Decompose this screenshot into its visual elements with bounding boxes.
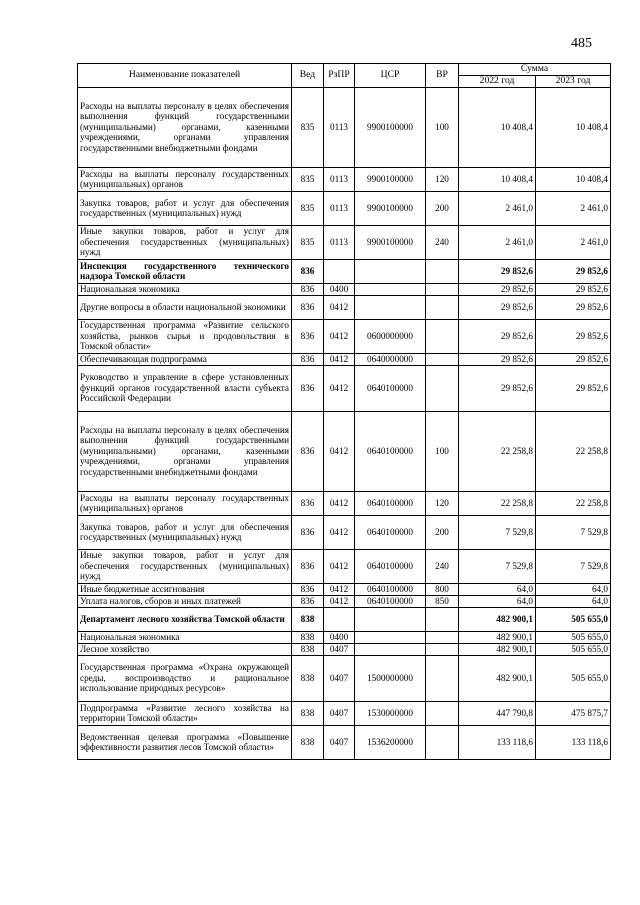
cell-2022: 29 852,6: [459, 353, 536, 365]
table-row: [78, 701, 611, 725]
cell-ved: 835: [292, 225, 324, 259]
cell-rzpr: 0400: [324, 283, 355, 295]
cell-2022: 10 408,4: [459, 167, 536, 191]
cell-2023: 29 852,6: [536, 353, 611, 365]
cell-2022: 29 852,6: [459, 365, 536, 411]
table-row: [78, 655, 611, 701]
cell-rzpr: 0412: [324, 583, 355, 595]
cell-2022: 482 900,1: [459, 643, 536, 655]
cell-2023: 22 258,8: [536, 411, 611, 491]
cell-vr: 200: [426, 191, 459, 225]
cell-name: Ведомственная целевая программа «Повышение эффективности развития лесов Томской области»: [78, 725, 292, 759]
cell-ved: 838: [292, 701, 324, 725]
table-row: [78, 353, 611, 365]
table-row: [78, 167, 611, 191]
cell-2023: 29 852,6: [536, 319, 611, 353]
table-row: [78, 225, 611, 259]
table-body: [78, 87, 611, 759]
cell-name: Подпрограмма «Развитие лесного хозяйства на территории Томской области»: [78, 701, 292, 725]
cell-name: Расходы на выплаты персоналу государственных (муниципальных) органов: [78, 167, 292, 191]
cell-ved: 836: [292, 365, 324, 411]
cell-csr: 0640100000: [355, 515, 426, 549]
table-row: [78, 549, 611, 583]
cell-name: Закупка товаров, работ и услуг для обеспечения государственных (муниципальных) нужд: [78, 515, 292, 549]
page-number: 485: [571, 36, 592, 51]
cell-2022: 7 529,8: [459, 549, 536, 583]
cell-ved: 836: [292, 515, 324, 549]
cell-ved: 836: [292, 549, 324, 583]
cell-ved: 836: [292, 319, 324, 353]
cell-csr: 9900100000: [355, 167, 426, 191]
cell-name: Расходы на выплаты персоналу государственных (муниципальных) органов: [78, 491, 292, 515]
cell-vr: [426, 295, 459, 319]
cell-ved: 835: [292, 87, 324, 167]
table-row: [78, 631, 611, 643]
cell-csr: 9900100000: [355, 225, 426, 259]
cell-2023: 29 852,6: [536, 283, 611, 295]
cell-csr: 0640000000: [355, 353, 426, 365]
cell-name: Другие вопросы в области национальной экономики: [78, 295, 292, 319]
cell-rzpr: 0412: [324, 549, 355, 583]
cell-rzpr: [324, 259, 355, 283]
cell-2023: 64,0: [536, 595, 611, 607]
cell-csr: 0640100000: [355, 411, 426, 491]
cell-name: Закупка товаров, работ и услуг для обеспечения государственных (муниципальных) нужд: [78, 191, 292, 225]
cell-csr: 0640100000: [355, 491, 426, 515]
header-rzpr: РзПР: [324, 64, 355, 88]
cell-ved: 838: [292, 725, 324, 759]
table-row: [78, 583, 611, 595]
cell-name: Расходы на выплаты персоналу в целях обеспечения выполнения функций государственными (муниципальными) органами, казенными учреждениями, органами управления государственными внебюджетными фондами: [78, 411, 292, 491]
cell-vr: [426, 353, 459, 365]
cell-vr: [426, 607, 459, 631]
cell-ved: 838: [292, 631, 324, 643]
cell-csr: 1536200000: [355, 725, 426, 759]
cell-rzpr: 0407: [324, 655, 355, 701]
cell-rzpr: 0412: [324, 319, 355, 353]
cell-vr: 120: [426, 167, 459, 191]
cell-csr: 1500000000: [355, 655, 426, 701]
cell-ved: 836: [292, 259, 324, 283]
cell-2022: 29 852,6: [459, 259, 536, 283]
cell-ved: 838: [292, 643, 324, 655]
budget-table: [77, 63, 611, 760]
cell-2023: 10 408,4: [536, 87, 611, 167]
cell-rzpr: 0113: [324, 167, 355, 191]
cell-rzpr: 0412: [324, 295, 355, 319]
cell-2022: 482 900,1: [459, 631, 536, 643]
cell-rzpr: 0113: [324, 225, 355, 259]
cell-2023: 2 461,0: [536, 191, 611, 225]
cell-ved: 836: [292, 353, 324, 365]
cell-csr: [355, 631, 426, 643]
cell-2022: 482 900,1: [459, 607, 536, 631]
cell-2022: 64,0: [459, 583, 536, 595]
cell-csr: 0640100000: [355, 549, 426, 583]
cell-csr: 9900100000: [355, 87, 426, 167]
header-sum: Сумма: [459, 64, 611, 76]
cell-2023: 22 258,8: [536, 491, 611, 515]
cell-2022: 2 461,0: [459, 225, 536, 259]
cell-2022: 22 258,8: [459, 491, 536, 515]
cell-vr: [426, 259, 459, 283]
cell-2022: 133 118,6: [459, 725, 536, 759]
cell-ved: 838: [292, 655, 324, 701]
cell-vr: 240: [426, 549, 459, 583]
cell-2023: 29 852,6: [536, 295, 611, 319]
cell-vr: [426, 631, 459, 643]
cell-rzpr: 0412: [324, 515, 355, 549]
cell-vr: 100: [426, 87, 459, 167]
table-row: [78, 725, 611, 759]
cell-2022: 7 529,8: [459, 515, 536, 549]
table-row: [78, 491, 611, 515]
header-csr: ЦСР: [355, 64, 426, 88]
cell-vr: 120: [426, 491, 459, 515]
cell-vr: 200: [426, 515, 459, 549]
cell-vr: 240: [426, 225, 459, 259]
cell-ved: 836: [292, 283, 324, 295]
cell-rzpr: 0412: [324, 353, 355, 365]
cell-csr: 0640100000: [355, 583, 426, 595]
cell-csr: 0600000000: [355, 319, 426, 353]
cell-vr: 800: [426, 583, 459, 595]
table-row: [78, 365, 611, 411]
cell-2022: 2 461,0: [459, 191, 536, 225]
cell-2022: 29 852,6: [459, 283, 536, 295]
cell-ved: 836: [292, 295, 324, 319]
cell-name: Расходы на выплаты персоналу в целях обеспечения выполнения функций государственными (муниципальными) органами, казенными учреждениями, органами управления государственными внебюджетными фондами: [78, 87, 292, 167]
cell-csr: [355, 295, 426, 319]
cell-rzpr: 0407: [324, 725, 355, 759]
cell-name: Национальная экономика: [78, 631, 292, 643]
cell-name: Государственная программа «Развитие сельского хозяйства, рынков сырья и продовольствия в Томской области»: [78, 319, 292, 353]
table-row: [78, 295, 611, 319]
cell-name: Лесное хозяйство: [78, 643, 292, 655]
cell-name: Иные закупки товаров, работ и услуг для обеспечения государственных (муниципальных) нужд: [78, 549, 292, 583]
cell-name: Департамент лесного хозяйства Томской области: [78, 607, 292, 631]
cell-2023: 505 655,0: [536, 655, 611, 701]
cell-vr: [426, 701, 459, 725]
cell-name: Инспекция государственного технического надзора Томской области: [78, 259, 292, 283]
table-row: [78, 595, 611, 607]
cell-2022: 447 790,8: [459, 701, 536, 725]
cell-ved: 835: [292, 191, 324, 225]
cell-rzpr: 0113: [324, 87, 355, 167]
cell-ved: 838: [292, 607, 324, 631]
table-row: [78, 283, 611, 295]
cell-2023: 7 529,8: [536, 549, 611, 583]
header-year-2023: 2023 год: [536, 76, 611, 88]
cell-2022: 10 408,4: [459, 87, 536, 167]
header-row: [78, 64, 611, 76]
header-name: Наименование показателей: [78, 64, 292, 88]
cell-2023: 505 655,0: [536, 643, 611, 655]
cell-csr: 1530000000: [355, 701, 426, 725]
table-row: [78, 643, 611, 655]
table-row: [78, 259, 611, 283]
cell-rzpr: 0113: [324, 191, 355, 225]
cell-vr: 100: [426, 411, 459, 491]
table-row: [78, 319, 611, 353]
cell-ved: 836: [292, 491, 324, 515]
table-row: [78, 607, 611, 631]
table-row: [78, 87, 611, 167]
cell-2023: 475 875,7: [536, 701, 611, 725]
cell-2022: 64,0: [459, 595, 536, 607]
cell-csr: [355, 259, 426, 283]
cell-name: Обеспечивающая подпрограмма: [78, 353, 292, 365]
cell-rzpr: 0412: [324, 595, 355, 607]
cell-rzpr: 0407: [324, 701, 355, 725]
cell-csr: 0640100000: [355, 365, 426, 411]
cell-2023: 10 408,4: [536, 167, 611, 191]
cell-csr: [355, 607, 426, 631]
cell-rzpr: [324, 607, 355, 631]
cell-vr: [426, 365, 459, 411]
cell-vr: [426, 655, 459, 701]
cell-2023: 133 118,6: [536, 725, 611, 759]
cell-vr: [426, 319, 459, 353]
cell-rzpr: 0407: [324, 643, 355, 655]
cell-ved: 836: [292, 411, 324, 491]
cell-ved: 836: [292, 595, 324, 607]
header-ved: Вед: [292, 64, 324, 88]
cell-vr: [426, 643, 459, 655]
cell-name: Руководство и управление в сфере установленных функций органов государственной власти субъекта Российской Федерации: [78, 365, 292, 411]
cell-rzpr: 0412: [324, 491, 355, 515]
table-row: [78, 411, 611, 491]
cell-csr: 9900100000: [355, 191, 426, 225]
cell-2022: 29 852,6: [459, 295, 536, 319]
cell-2023: 2 461,0: [536, 225, 611, 259]
cell-csr: 0640100000: [355, 595, 426, 607]
cell-rzpr: 0412: [324, 365, 355, 411]
cell-vr: [426, 283, 459, 295]
cell-rzpr: 0400: [324, 631, 355, 643]
cell-2023: 29 852,6: [536, 365, 611, 411]
cell-vr: 850: [426, 595, 459, 607]
table-row: [78, 515, 611, 549]
cell-2022: 482 900,1: [459, 655, 536, 701]
cell-2022: 22 258,8: [459, 411, 536, 491]
cell-2023: 7 529,8: [536, 515, 611, 549]
header-vr: ВР: [426, 64, 459, 88]
cell-2022: 29 852,6: [459, 319, 536, 353]
cell-name: Национальная экономика: [78, 283, 292, 295]
cell-rzpr: 0412: [324, 411, 355, 491]
cell-2023: 505 655,0: [536, 607, 611, 631]
cell-2023: 505 655,0: [536, 631, 611, 643]
cell-name: Иные бюджетные ассигнования: [78, 583, 292, 595]
table-row: [78, 191, 611, 225]
cell-ved: 835: [292, 167, 324, 191]
cell-vr: [426, 725, 459, 759]
cell-csr: [355, 283, 426, 295]
cell-2023: 64,0: [536, 583, 611, 595]
cell-csr: [355, 643, 426, 655]
cell-2023: 29 852,6: [536, 259, 611, 283]
cell-name: Иные закупки товаров, работ и услуг для обеспечения государственных (муниципальных) нужд: [78, 225, 292, 259]
cell-name: Уплата налогов, сборов и иных платежей: [78, 595, 292, 607]
cell-ved: 836: [292, 583, 324, 595]
header-year-2022: 2022 год: [459, 76, 536, 88]
cell-name: Государственная программа «Охрана окружающей среды, воспроизводство и рациональное использование природных ресурсов»: [78, 655, 292, 701]
